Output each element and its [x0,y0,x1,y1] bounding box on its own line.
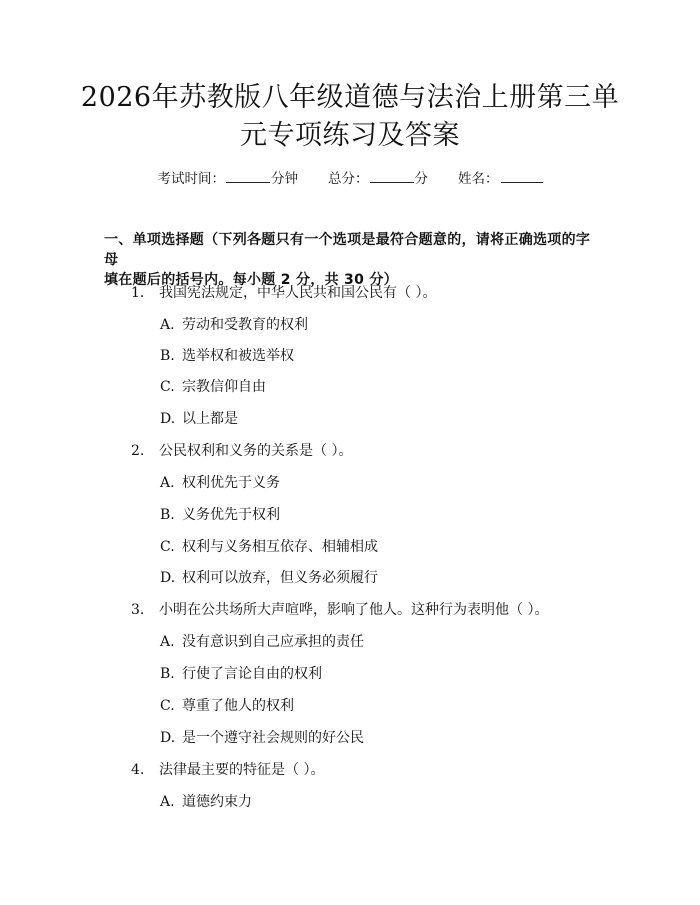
option-letter: D. [160,411,176,427]
option-text: 劳动和受教育的权利 [182,317,308,333]
option-text: 义务优先于权利 [182,507,280,523]
question-3-option-a [160,632,364,652]
option-text: 权利与义务相互依存、相辅相成 [182,539,378,555]
question-text: 小明在公共场所大声喧哗，影响了他人。这种行为表明他（ ）。 [159,602,549,618]
option-letter: C. [160,539,175,555]
option-letter: A. [160,634,175,650]
option-text: 选举权和被选举权 [182,348,294,364]
question-2 [131,441,352,461]
question-1-option-a [160,315,308,335]
option-text: 没有意识到自己应承担的责任 [182,634,364,650]
student-name-label: 姓名： [458,171,499,187]
option-letter: B. [160,666,175,682]
option-text: 宗教信仰自由 [182,379,266,395]
question-number: 2. [131,443,145,459]
option-text: 是一个遵守社会规则的好公民 [182,730,364,746]
question-4 [131,760,324,780]
option-text: 行使了言论自由的权利 [182,666,322,682]
section-heading-line-2: 填在题后的括号内。每小题 2 分，共 30 分） [104,272,398,288]
question-3-option-d [160,728,364,748]
question-text: 公民权利和义务的关系是（ ）。 [159,443,353,459]
question-3-option-b [160,664,322,684]
option-text: 以上都是 [182,411,238,427]
option-text: 尊重了他人的权利 [182,698,294,714]
question-1-option-b [160,346,294,366]
option-letter: C. [160,698,175,714]
exam-time-unit: 分钟 [271,171,298,187]
student-name-blank [501,168,543,183]
option-letter: B. [160,507,175,523]
exam-time-blank [226,168,270,183]
question-1-option-c [160,377,266,397]
question-number: 1. [131,285,145,301]
exam-time-label: 考试时间： [157,171,225,187]
question-text: 法律最主要的特征是（ ）。 [159,762,325,778]
question-2-option-b [160,505,280,525]
option-letter: A. [160,317,175,333]
total-score-label: 总分： [328,171,369,187]
question-2-option-d [160,568,378,588]
total-score-blank [370,168,414,183]
option-letter: C. [160,379,175,395]
option-letter: A. [160,794,175,810]
option-letter: D. [160,730,176,746]
option-letter: B. [160,348,175,364]
option-letter: D. [160,570,176,586]
question-2-option-c [160,537,378,557]
question-3-option-c [160,696,294,716]
section-heading [104,230,604,290]
question-2-option-a [160,473,280,493]
question-1-option-d [160,409,238,429]
option-text: 道德约束力 [182,794,252,810]
question-text: 我国宪法规定，中华人民共和国公民有（ ）。 [159,285,437,301]
question-4-option-a [160,792,252,812]
question-number: 4. [131,762,145,778]
option-text: 权利可以放弃，但义务必须履行 [182,570,378,586]
document-title-line-2: 元专项练习及答案 [240,120,460,151]
section-heading-line-1: 一、单项选择题（下列各题只有一个选项是最符合题意的，请将正确选项的字母 [104,232,591,268]
option-text: 权利优先于义务 [182,475,280,491]
question-1 [131,283,436,303]
exam-info-row [0,168,700,189]
question-number: 3. [131,602,145,618]
option-letter: A. [160,475,175,491]
question-3 [131,600,548,620]
document-title-line-1: 2026年苏教版八年级道德与法治上册第三单 [80,82,620,113]
total-score-unit: 分 [414,171,428,187]
